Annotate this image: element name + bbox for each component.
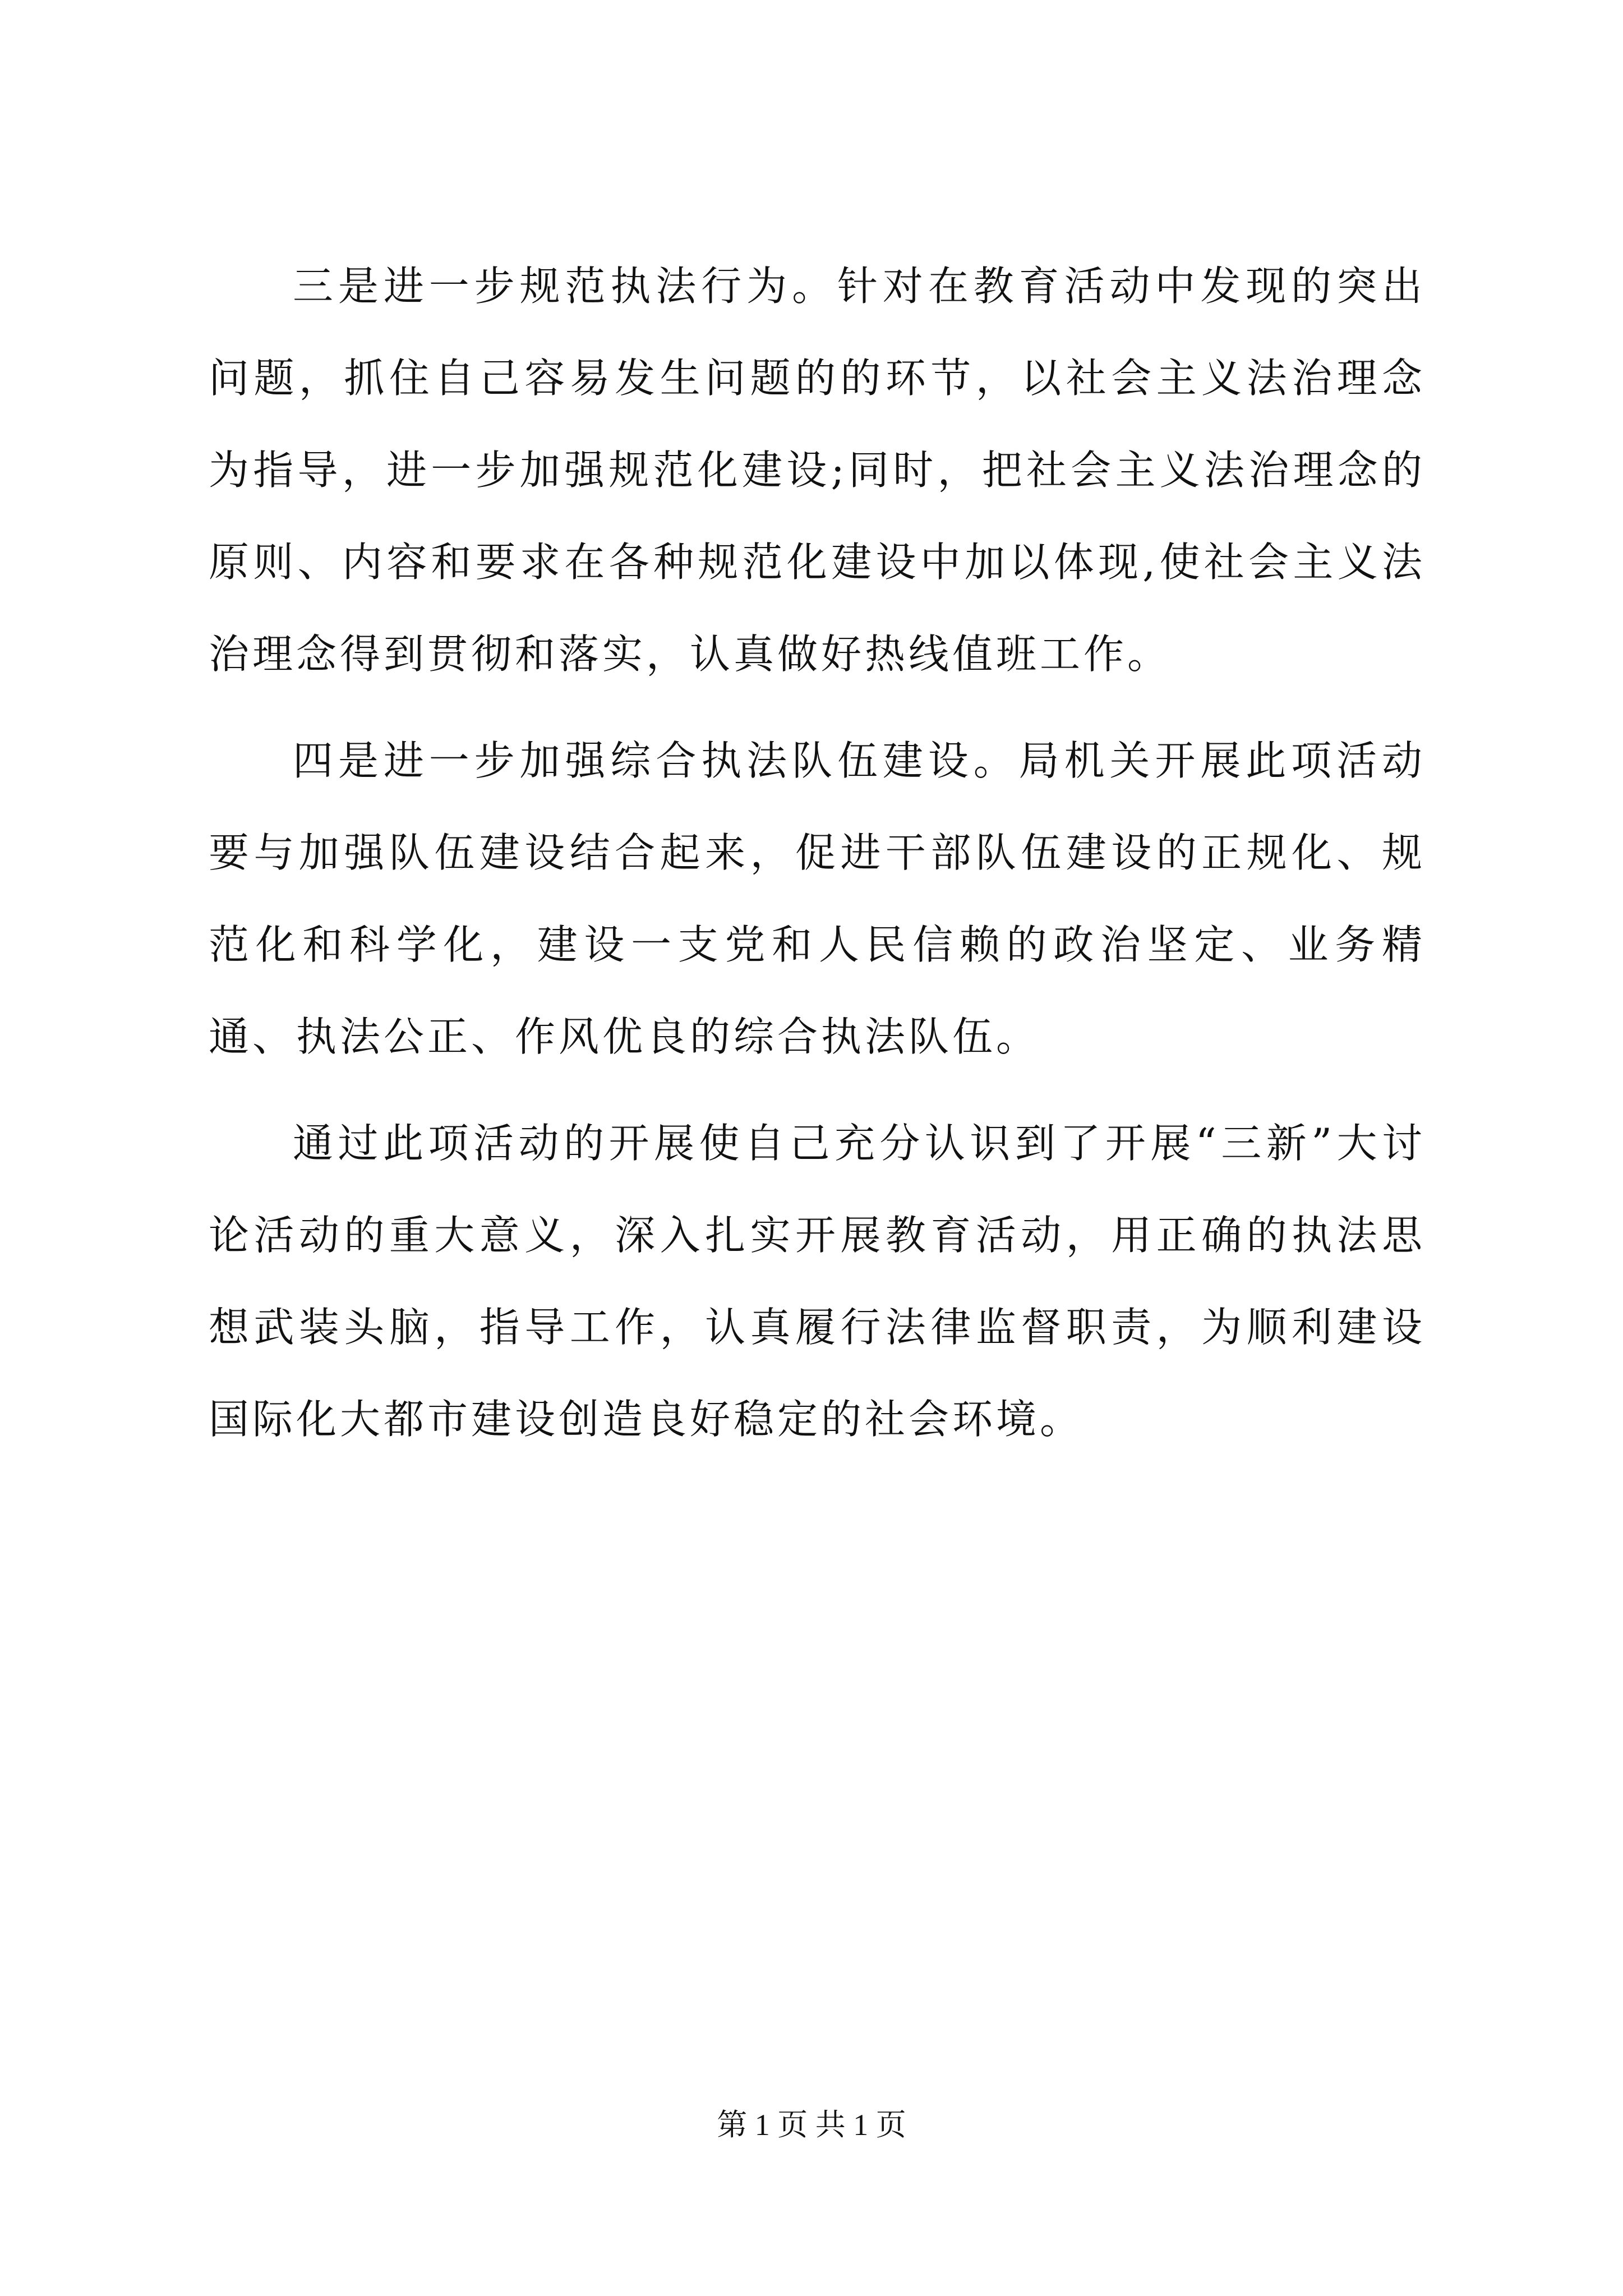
page-number-label: 第 1 页 共 1 页: [717, 2108, 906, 2142]
paragraph-2: 四是进一步加强综合执法队伍建设。局机关开展此项活动要与加强队伍建设结合起来，促进干部队伍建设的正规化、规范化和科学化，建设一支党和人民信赖的政治坚定、业务精通、执法公正、作风优良的综合执法队伍。: [209, 737, 1426, 1060]
page-footer: [0, 2102, 1623, 2147]
paragraph-1: 三是进一步规范执法行为。针对在教育活动中发现的突出问题，抓住自己容易发生问题的的环节，以社会主义法治理念为指导，进一步加强规范化建设;同时，把社会主义法治理念的原则、内容和要求在各种规范化建设中加以体现,使社会主义法治理念得到贯彻和落实，认真做好热线值班工作。: [209, 263, 1426, 678]
document-body: [209, 240, 1426, 1480]
paragraph-3: 通过此项活动的开展使自己充分认识到了开展“三新”大讨论活动的重大意义，深入扎实开展教育活动，用正确的执法思想武装头脑，指导工作，认真履行法律监督职责，为顺利建设国际化大都市建设创造良好稳定的社会环境。: [209, 1120, 1426, 1443]
